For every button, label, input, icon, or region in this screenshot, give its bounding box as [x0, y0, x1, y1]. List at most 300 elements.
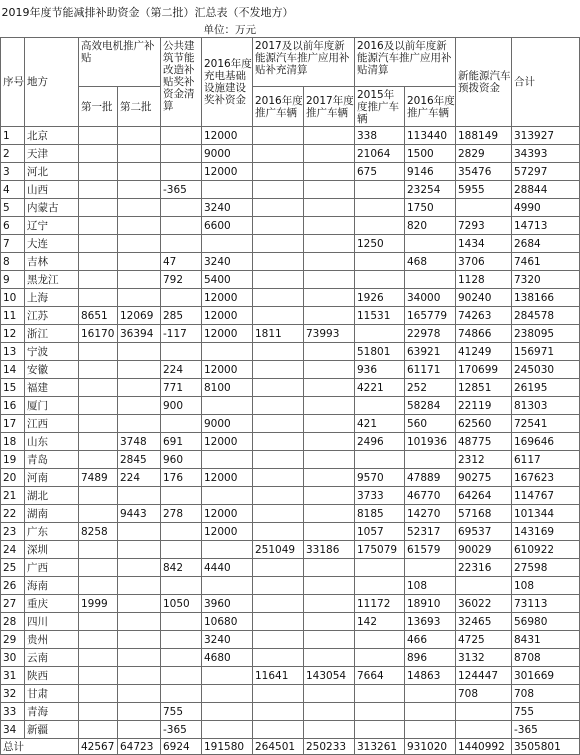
row-value-cell: [118, 289, 161, 307]
row-value-cell: 691: [161, 433, 202, 451]
row-value-cell: 32465: [456, 613, 512, 631]
row-region-cell: 云南: [25, 649, 79, 667]
row-value-cell: [161, 685, 202, 703]
row-value-cell: [118, 253, 161, 271]
total-value-cell: 250233: [304, 739, 355, 755]
row-value-cell: 90275: [456, 469, 512, 487]
row-value-cell: [118, 271, 161, 289]
row-value-cell: 252: [405, 379, 456, 397]
row-value-cell: 301669: [512, 667, 580, 685]
row-value-cell: 58284: [405, 397, 456, 415]
row-value-cell: 143169: [512, 523, 580, 541]
table-row: [1, 253, 580, 271]
row-value-cell: [253, 433, 304, 451]
table-row: [1, 721, 580, 739]
header-ev-prepay: 新能源汽车预拨资金: [456, 38, 512, 127]
total-value-cell: 191580: [202, 739, 253, 755]
table-row: [1, 325, 580, 343]
row-value-cell: 1057: [355, 523, 405, 541]
row-value-cell: [456, 577, 512, 595]
row-value-cell: 156971: [512, 343, 580, 361]
row-value-cell: 842: [161, 559, 202, 577]
row-value-cell: 9146: [405, 163, 456, 181]
row-value-cell: [253, 307, 304, 325]
row-seq-cell: 19: [1, 451, 25, 469]
row-value-cell: [161, 289, 202, 307]
row-value-cell: 47: [161, 253, 202, 271]
total-value-cell: 6924: [161, 739, 202, 755]
table-row: [1, 523, 580, 541]
row-value-cell: 57168: [456, 505, 512, 523]
header-motor-group: 高效电机推广补贴: [79, 38, 161, 87]
row-value-cell: [79, 559, 118, 577]
row-value-cell: 8100: [202, 379, 253, 397]
row-value-cell: [405, 721, 456, 739]
row-value-cell: 2845: [118, 451, 161, 469]
row-seq-cell: 31: [1, 667, 25, 685]
row-value-cell: 11172: [355, 595, 405, 613]
row-value-cell: [304, 613, 355, 631]
row-value-cell: 81303: [512, 397, 580, 415]
table-title: 2019年度节能减排补助资金（第二批）汇总表（不发地方）: [1, 5, 294, 19]
row-value-cell: [253, 271, 304, 289]
row-value-cell: 72541: [512, 415, 580, 433]
row-region-cell: 厦门: [25, 397, 79, 415]
unit-spacer: [1, 22, 202, 38]
row-value-cell: 101344: [512, 505, 580, 523]
row-value-cell: [79, 631, 118, 649]
row-value-cell: [304, 415, 355, 433]
row-value-cell: [253, 397, 304, 415]
table-row: [1, 559, 580, 577]
row-value-cell: [304, 253, 355, 271]
row-value-cell: [253, 649, 304, 667]
header-ev2016-group: 2016及以前年度新能源汽车推广应用补贴清算: [355, 38, 456, 87]
row-value-cell: [253, 127, 304, 145]
row-seq-cell: 12: [1, 325, 25, 343]
row-value-cell: 7489: [79, 469, 118, 487]
row-value-cell: 18910: [405, 595, 456, 613]
row-value-cell: [304, 289, 355, 307]
row-value-cell: 5955: [456, 181, 512, 199]
row-value-cell: [405, 451, 456, 469]
row-value-cell: [161, 487, 202, 505]
row-region-cell: 江苏: [25, 307, 79, 325]
row-value-cell: [202, 451, 253, 469]
row-value-cell: [304, 595, 355, 613]
row-value-cell: 1250: [355, 235, 405, 253]
row-value-cell: [79, 433, 118, 451]
row-value-cell: 1811: [253, 325, 304, 343]
row-value-cell: [456, 703, 512, 721]
row-value-cell: 1128: [456, 271, 512, 289]
row-value-cell: -117: [161, 325, 202, 343]
row-region-cell: 江西: [25, 415, 79, 433]
row-value-cell: [405, 703, 456, 721]
row-value-cell: 792: [161, 271, 202, 289]
header-region: 地方: [25, 38, 79, 127]
row-value-cell: 8258: [79, 523, 118, 541]
row-seq-cell: 7: [1, 235, 25, 253]
row-value-cell: 4725: [456, 631, 512, 649]
row-region-cell: 贵州: [25, 631, 79, 649]
row-value-cell: 12000: [202, 469, 253, 487]
row-value-cell: [79, 685, 118, 703]
row-value-cell: 108: [405, 577, 456, 595]
row-value-cell: [304, 649, 355, 667]
header-ev2016-2015: 2015年度推广车辆: [355, 87, 405, 127]
row-value-cell: [304, 163, 355, 181]
unit-label: 单位：万元: [202, 22, 580, 38]
row-value-cell: 167623: [512, 469, 580, 487]
row-seq-cell: 23: [1, 523, 25, 541]
row-value-cell: [79, 145, 118, 163]
row-value-cell: 14270: [405, 505, 456, 523]
row-region-cell: 宁波: [25, 343, 79, 361]
row-value-cell: [118, 667, 161, 685]
row-value-cell: 48775: [456, 433, 512, 451]
total-value-cell: 42567: [79, 739, 118, 755]
row-seq-cell: 33: [1, 703, 25, 721]
row-value-cell: 1926: [355, 289, 405, 307]
row-seq-cell: 29: [1, 631, 25, 649]
row-region-cell: 吉林: [25, 253, 79, 271]
row-value-cell: 11641: [253, 667, 304, 685]
row-value-cell: [79, 487, 118, 505]
row-value-cell: 7664: [355, 667, 405, 685]
row-value-cell: 251049: [253, 541, 304, 559]
row-value-cell: [118, 343, 161, 361]
row-value-cell: [161, 613, 202, 631]
row-value-cell: 284578: [512, 307, 580, 325]
table-row: [1, 199, 580, 217]
row-value-cell: [118, 649, 161, 667]
row-value-cell: [161, 577, 202, 595]
row-value-cell: [253, 235, 304, 253]
row-value-cell: [79, 541, 118, 559]
row-value-cell: 3240: [202, 199, 253, 217]
row-value-cell: [118, 559, 161, 577]
row-value-cell: [202, 343, 253, 361]
row-seq-cell: 1: [1, 127, 25, 145]
row-value-cell: 466: [405, 631, 456, 649]
row-value-cell: [304, 577, 355, 595]
row-region-cell: 河北: [25, 163, 79, 181]
row-value-cell: 2829: [456, 145, 512, 163]
row-value-cell: 245030: [512, 361, 580, 379]
row-value-cell: 12851: [456, 379, 512, 397]
row-value-cell: [304, 199, 355, 217]
row-region-cell: 青海: [25, 703, 79, 721]
row-value-cell: [118, 577, 161, 595]
row-value-cell: [118, 595, 161, 613]
row-value-cell: 90240: [456, 289, 512, 307]
row-value-cell: [79, 127, 118, 145]
table-row: [1, 433, 580, 451]
row-region-cell: 海南: [25, 577, 79, 595]
row-value-cell: 708: [456, 685, 512, 703]
table-row: [1, 397, 580, 415]
row-value-cell: [79, 703, 118, 721]
row-value-cell: [304, 469, 355, 487]
row-value-cell: [118, 379, 161, 397]
row-region-cell: 辽宁: [25, 217, 79, 235]
row-seq-cell: 11: [1, 307, 25, 325]
table-row: [1, 181, 580, 199]
row-value-cell: 12000: [202, 361, 253, 379]
row-value-cell: [79, 505, 118, 523]
row-value-cell: 285: [161, 307, 202, 325]
row-seq-cell: 8: [1, 253, 25, 271]
row-value-cell: 3748: [118, 433, 161, 451]
total-value-cell: 931020: [405, 739, 456, 755]
row-seq-cell: 10: [1, 289, 25, 307]
row-value-cell: [253, 199, 304, 217]
total-label: 总计: [1, 739, 79, 755]
row-value-cell: [202, 487, 253, 505]
header-ev2017-group: 2017及以前年度新能源汽车推广应用补贴补充清算: [253, 38, 355, 87]
row-value-cell: 9000: [202, 415, 253, 433]
row-value-cell: 124447: [456, 667, 512, 685]
row-value-cell: 138166: [512, 289, 580, 307]
row-seq-cell: 22: [1, 505, 25, 523]
row-region-cell: 北京: [25, 127, 79, 145]
row-value-cell: [161, 127, 202, 145]
row-value-cell: [253, 379, 304, 397]
row-value-cell: 610922: [512, 541, 580, 559]
row-value-cell: 313927: [512, 127, 580, 145]
row-value-cell: [161, 343, 202, 361]
row-value-cell: 61171: [405, 361, 456, 379]
row-value-cell: 63921: [405, 343, 456, 361]
row-value-cell: 2684: [512, 235, 580, 253]
row-value-cell: 14863: [405, 667, 456, 685]
row-value-cell: 224: [161, 361, 202, 379]
table-row: [1, 217, 580, 235]
row-value-cell: 22316: [456, 559, 512, 577]
row-seq-cell: 16: [1, 397, 25, 415]
row-value-cell: [304, 505, 355, 523]
total-value-cell: 313261: [355, 739, 405, 755]
row-value-cell: [118, 217, 161, 235]
row-value-cell: [253, 343, 304, 361]
row-value-cell: [304, 487, 355, 505]
row-seq-cell: 20: [1, 469, 25, 487]
row-value-cell: [118, 163, 161, 181]
table-row: [1, 613, 580, 631]
row-value-cell: 36022: [456, 595, 512, 613]
row-value-cell: [118, 145, 161, 163]
row-value-cell: [161, 199, 202, 217]
row-value-cell: [118, 523, 161, 541]
row-value-cell: [118, 541, 161, 559]
row-value-cell: [355, 217, 405, 235]
row-value-cell: [118, 685, 161, 703]
row-value-cell: [253, 469, 304, 487]
row-value-cell: 69537: [456, 523, 512, 541]
row-value-cell: [355, 631, 405, 649]
row-seq-cell: 32: [1, 685, 25, 703]
row-value-cell: 52317: [405, 523, 456, 541]
row-value-cell: 41249: [456, 343, 512, 361]
total-value-cell: 64723: [118, 739, 161, 755]
row-value-cell: 51801: [355, 343, 405, 361]
row-value-cell: [304, 523, 355, 541]
row-value-cell: 5400: [202, 271, 253, 289]
row-value-cell: [79, 163, 118, 181]
row-value-cell: 26195: [512, 379, 580, 397]
row-value-cell: 8708: [512, 649, 580, 667]
row-value-cell: [304, 271, 355, 289]
header-ev2017-2016: 2016年度推广车辆: [253, 87, 304, 127]
table-row: [1, 577, 580, 595]
row-value-cell: [161, 667, 202, 685]
row-value-cell: [253, 613, 304, 631]
row-value-cell: 1434: [456, 235, 512, 253]
row-seq-cell: 6: [1, 217, 25, 235]
row-value-cell: [253, 487, 304, 505]
row-seq-cell: 14: [1, 361, 25, 379]
row-region-cell: 湖北: [25, 487, 79, 505]
row-value-cell: [161, 217, 202, 235]
row-region-cell: 广东: [25, 523, 79, 541]
row-region-cell: 青岛: [25, 451, 79, 469]
row-value-cell: 9000: [202, 145, 253, 163]
row-value-cell: [304, 433, 355, 451]
row-region-cell: 山西: [25, 181, 79, 199]
row-value-cell: [355, 199, 405, 217]
row-value-cell: 90029: [456, 541, 512, 559]
row-value-cell: 23254: [405, 181, 456, 199]
row-value-cell: [161, 523, 202, 541]
row-region-cell: 上海: [25, 289, 79, 307]
table-row: [1, 307, 580, 325]
row-value-cell: [161, 541, 202, 559]
row-value-cell: 3960: [202, 595, 253, 613]
row-value-cell: [304, 127, 355, 145]
row-value-cell: 1500: [405, 145, 456, 163]
row-value-cell: 64264: [456, 487, 512, 505]
row-value-cell: [304, 343, 355, 361]
total-value-cell: 1440992: [456, 739, 512, 755]
row-value-cell: [304, 235, 355, 253]
table-row: [1, 631, 580, 649]
row-value-cell: 143054: [304, 667, 355, 685]
total-value-cell: 264501: [253, 739, 304, 755]
row-region-cell: 内蒙古: [25, 199, 79, 217]
table-row: [1, 469, 580, 487]
row-value-cell: [79, 415, 118, 433]
row-value-cell: [304, 559, 355, 577]
row-value-cell: [456, 199, 512, 217]
row-value-cell: [405, 271, 456, 289]
row-value-cell: [79, 217, 118, 235]
row-value-cell: [161, 235, 202, 253]
row-value-cell: 101936: [405, 433, 456, 451]
row-region-cell: 天津: [25, 145, 79, 163]
row-region-cell: 安徽: [25, 361, 79, 379]
header-motor-batch2: 第二批: [118, 87, 161, 127]
row-seq-cell: 17: [1, 415, 25, 433]
row-value-cell: [355, 703, 405, 721]
row-value-cell: [304, 379, 355, 397]
row-seq-cell: 21: [1, 487, 25, 505]
row-value-cell: [118, 181, 161, 199]
row-value-cell: [79, 361, 118, 379]
row-value-cell: [79, 649, 118, 667]
row-value-cell: [355, 397, 405, 415]
row-region-cell: 湖南: [25, 505, 79, 523]
row-value-cell: 12000: [202, 505, 253, 523]
row-region-cell: 福建: [25, 379, 79, 397]
row-seq-cell: 30: [1, 649, 25, 667]
row-value-cell: [79, 271, 118, 289]
row-seq-cell: 5: [1, 199, 25, 217]
row-value-cell: 421: [355, 415, 405, 433]
row-value-cell: -365: [161, 721, 202, 739]
row-value-cell: 960: [161, 451, 202, 469]
row-value-cell: 12000: [202, 307, 253, 325]
header-total: 合计: [512, 38, 580, 127]
row-value-cell: 175079: [355, 541, 405, 559]
row-value-cell: 12000: [202, 127, 253, 145]
row-seq-cell: 13: [1, 343, 25, 361]
row-value-cell: 170699: [456, 361, 512, 379]
row-region-cell: 黑龙江: [25, 271, 79, 289]
table-row: [1, 451, 580, 469]
row-value-cell: [304, 361, 355, 379]
row-value-cell: [405, 559, 456, 577]
table-row: [1, 487, 580, 505]
row-value-cell: 188149: [456, 127, 512, 145]
row-value-cell: 820: [405, 217, 456, 235]
row-value-cell: 936: [355, 361, 405, 379]
row-value-cell: 7293: [456, 217, 512, 235]
table-row: [1, 649, 580, 667]
row-value-cell: [304, 307, 355, 325]
row-value-cell: [202, 577, 253, 595]
header-seq: 序号: [1, 38, 25, 127]
row-value-cell: [79, 181, 118, 199]
row-value-cell: [118, 235, 161, 253]
row-value-cell: 12069: [118, 307, 161, 325]
row-value-cell: [355, 685, 405, 703]
row-value-cell: [405, 685, 456, 703]
row-value-cell: 142: [355, 613, 405, 631]
table-row: [1, 595, 580, 613]
row-value-cell: [405, 235, 456, 253]
row-seq-cell: 3: [1, 163, 25, 181]
row-seq-cell: 4: [1, 181, 25, 199]
row-value-cell: 10680: [202, 613, 253, 631]
row-value-cell: [253, 217, 304, 235]
row-value-cell: [202, 181, 253, 199]
row-value-cell: 27598: [512, 559, 580, 577]
table-row: [1, 235, 580, 253]
row-value-cell: 4680: [202, 649, 253, 667]
row-value-cell: [355, 649, 405, 667]
row-value-cell: [253, 145, 304, 163]
row-value-cell: [161, 649, 202, 667]
row-value-cell: 1750: [405, 199, 456, 217]
table-row: [1, 685, 580, 703]
row-value-cell: [355, 577, 405, 595]
row-value-cell: [118, 631, 161, 649]
row-region-cell: 山东: [25, 433, 79, 451]
row-value-cell: [79, 343, 118, 361]
row-value-cell: 9570: [355, 469, 405, 487]
row-value-cell: [118, 703, 161, 721]
